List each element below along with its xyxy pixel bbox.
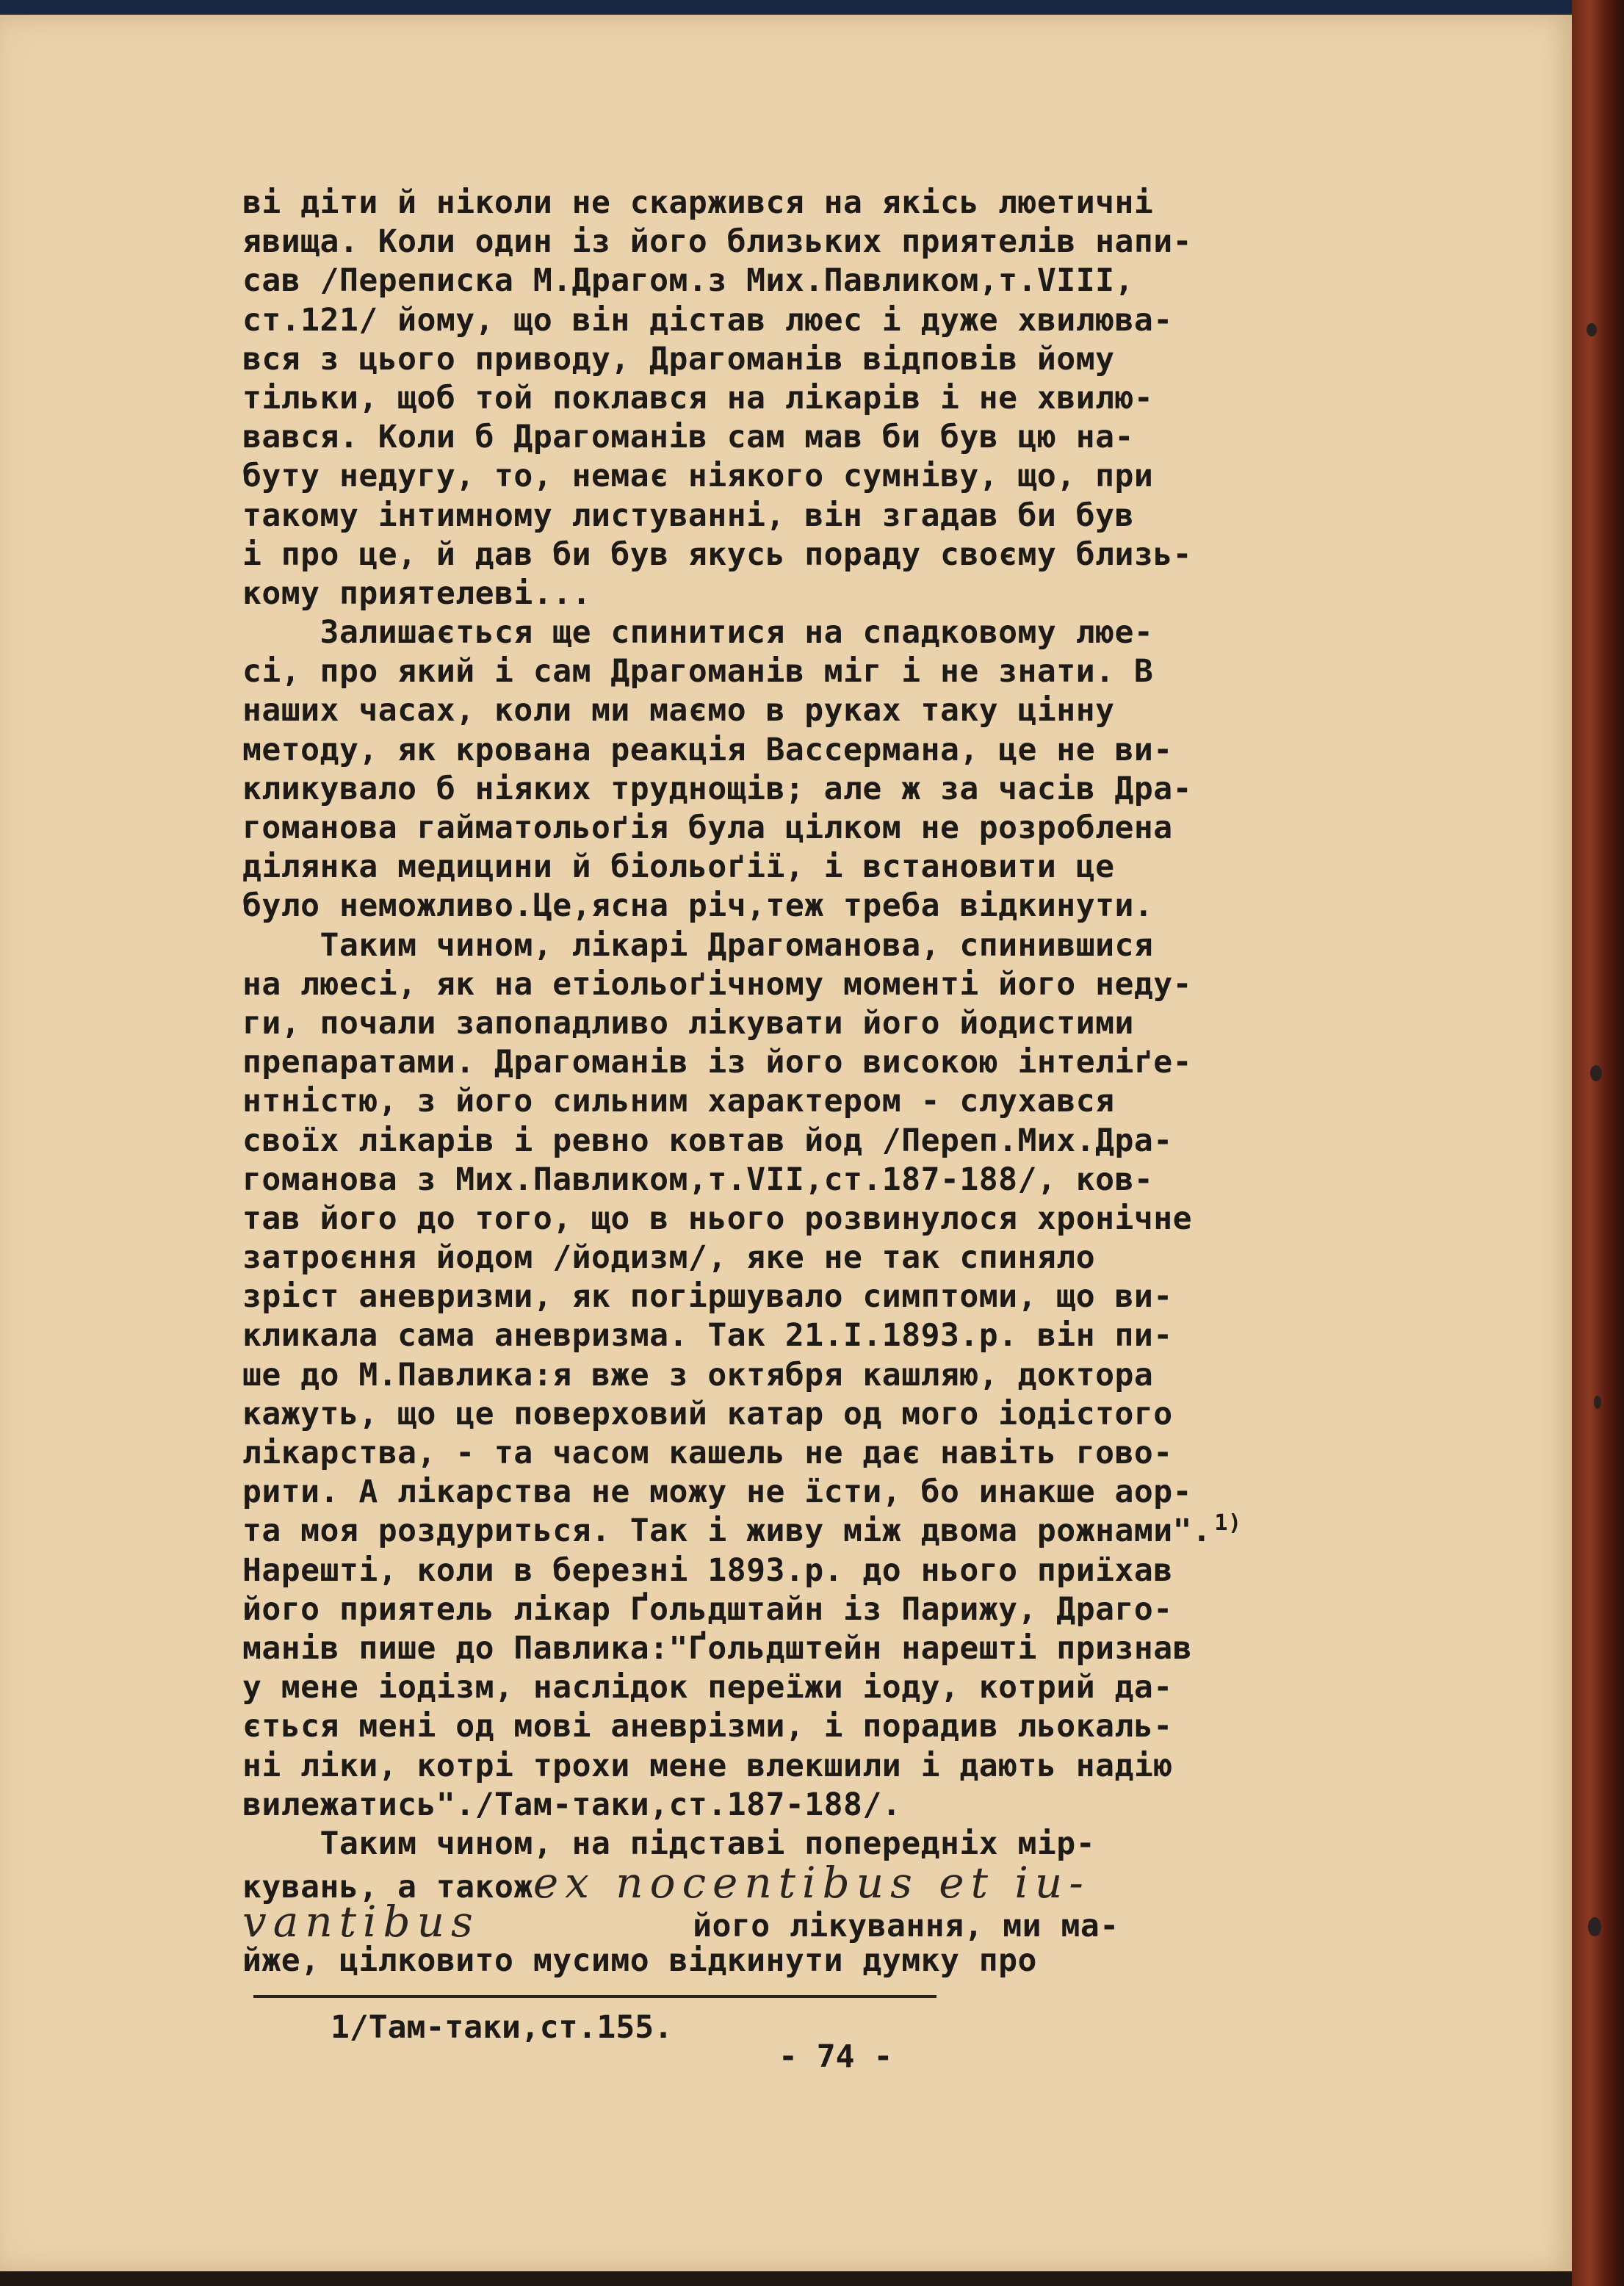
book-spine	[1572, 0, 1624, 2286]
text-line-28: затроєння йодом /йодизм/, яке не так спиняло	[242, 1239, 1096, 1277]
text-line-10: і про це, й дав би був якусь пораду своєму близь-	[242, 536, 1193, 573]
text-line-21: на люесі, як на етіольоґічному моменті його неду-	[242, 965, 1193, 1003]
text-line-25: своїх лікарів і ревно ковтав йод /Переп.Мих.Дра-	[242, 1122, 1173, 1159]
margin-speck	[1594, 1396, 1601, 1409]
text-line-2: явища. Коли один із його близьких приятелів напи-	[242, 223, 1193, 261]
text-line-41: ні ліки, котрі трохи мене влекшили і дають надію	[242, 1747, 1173, 1784]
text-line-43: Таким чином, на підставі попередніх мір-	[242, 1825, 1096, 1862]
text-line-19: було неможливо.Це,ясна річ,теж треба відкинути.	[242, 887, 1154, 925]
text-line-39: у мене іодізм, наслідок переїжи іоду, котрий да-	[242, 1669, 1173, 1706]
text-line-30: кликала сама аневризма. Так 21.I.1893.р. він пи-	[242, 1317, 1173, 1355]
text-line-38: манів пише до Павлика:"Ґольдштейн нарешті признав	[242, 1629, 1193, 1667]
page-body-text	[242, 184, 1462, 1981]
text-line-36: Нарешті, коли в березні 1893.р. до нього приїхав	[242, 1551, 1173, 1589]
text-line-12: Залишається ще спинитися на спадковому люе-	[242, 614, 1154, 652]
text-line-42: вилежатись"./Там-таки,ст.187-188/.	[242, 1786, 902, 1823]
footnote-text: 1/Там-таки,ст.155.	[331, 2009, 673, 2046]
text-line-46: йже, цілковито мусимо відкинути думку про	[242, 1942, 1037, 1980]
footnote-divider	[253, 1995, 936, 1998]
text-line-4: ст.121/ йому, що він дістав люес і дуже хвилюва-	[242, 301, 1173, 339]
text-line-1: ві діти й ніколи не скаржився на якісь люетичні	[242, 184, 1154, 221]
margin-speck	[1590, 1065, 1602, 1081]
text-line-35-content: та моя роздуриться. Так і живу між двома рожнами".	[242, 1512, 1212, 1550]
text-line-34: рити. А лікарства не можу не їсти, бо инакше аор-	[242, 1474, 1193, 1511]
text-line-31: ше до М.Павлика:я вже з октября кашляю, доктора	[242, 1356, 1154, 1393]
text-line-9: такому інтимному листуванні, він згадав би був	[242, 497, 1134, 534]
text-line-15: методу, як крована реакція Вассермана, це не ви-	[242, 731, 1173, 768]
text-line-20: Таким чином, лікарі Драгоманова, спинившися	[242, 926, 1154, 964]
text-line-14: наших часах, коли ми маємо в руках таку цінну	[242, 692, 1115, 729]
text-line-7: вався. Коли б Драгоманів сам мав би був цю на-	[242, 419, 1134, 456]
text-line-13: сі, про який і сам Драгоманів міг і не знати. В	[242, 653, 1154, 691]
text-line-26: гоманова з Мих.Павликом,т.VII,ст.187-188/, ков-	[242, 1161, 1154, 1198]
text-line-23: препаратами. Драгоманів із його високою інтеліґе-	[242, 1044, 1193, 1081]
latin-phrase-end: vantibus	[242, 1897, 480, 1947]
text-line-35	[242, 1512, 1462, 1551]
text-line-11: кому приятелеві...	[242, 574, 591, 612]
text-line-32: кажуть, що це поверховий катар од мого іодістого	[242, 1395, 1173, 1432]
text-line-44-content: кувань, а також	[242, 1869, 533, 1906]
latin-phrase-start: ex nocentibus et iu-	[533, 1858, 1090, 1908]
text-line-29: зріст аневризми, як погіршувало симптоми, що ви-	[242, 1278, 1173, 1316]
scan-top-edge	[0, 0, 1624, 16]
text-line-22: ги, почали запопадливо лікувати його йодистими	[242, 1004, 1134, 1042]
text-line-40: ється мені од мові аневрізми, і порадив льокаль-	[242, 1708, 1173, 1745]
text-line-3: сав /Переписка М.Драгом.з Мих.Павликом,т.VIII,	[242, 262, 1134, 300]
text-line-8: буту недугу, то, немає ніякого сумніву, що, при	[242, 458, 1154, 495]
margin-speck	[1587, 323, 1597, 336]
text-line-45	[242, 1897, 1462, 1947]
text-line-27: тав його до того, що в нього розвинулося хронічне	[242, 1200, 1193, 1237]
footnote-marker: 1)	[1214, 1510, 1242, 1537]
text-line-6: тільки, щоб той поклався на лікарів і не хвилю-	[242, 379, 1154, 417]
text-line-37: його приятель лікар Ґольдштайн із Парижу, Драго-	[242, 1590, 1173, 1628]
text-line-33: лікарства, - та часом кашель не дає навіть гово-	[242, 1435, 1173, 1471]
text-line-5: вся з цього приводу, Драгоманів відповів йому	[242, 340, 1115, 378]
text-line-16: кликувало б ніяких труднощів; але ж за часів Дра-	[242, 770, 1193, 807]
text-line-17: гоманова гайматольоґія була цілком не розроблена	[242, 810, 1173, 846]
text-line-45-content: його лікування, ми ма-	[479, 1908, 1119, 1945]
margin-speck	[1588, 1917, 1601, 1936]
page-number: - 74 -	[779, 2038, 893, 2075]
text-line-24: нтністю, з його сильним характером - слухався	[242, 1083, 1115, 1120]
text-line-18: ділянка медицини й біольоґії, і встановити це	[242, 848, 1115, 886]
